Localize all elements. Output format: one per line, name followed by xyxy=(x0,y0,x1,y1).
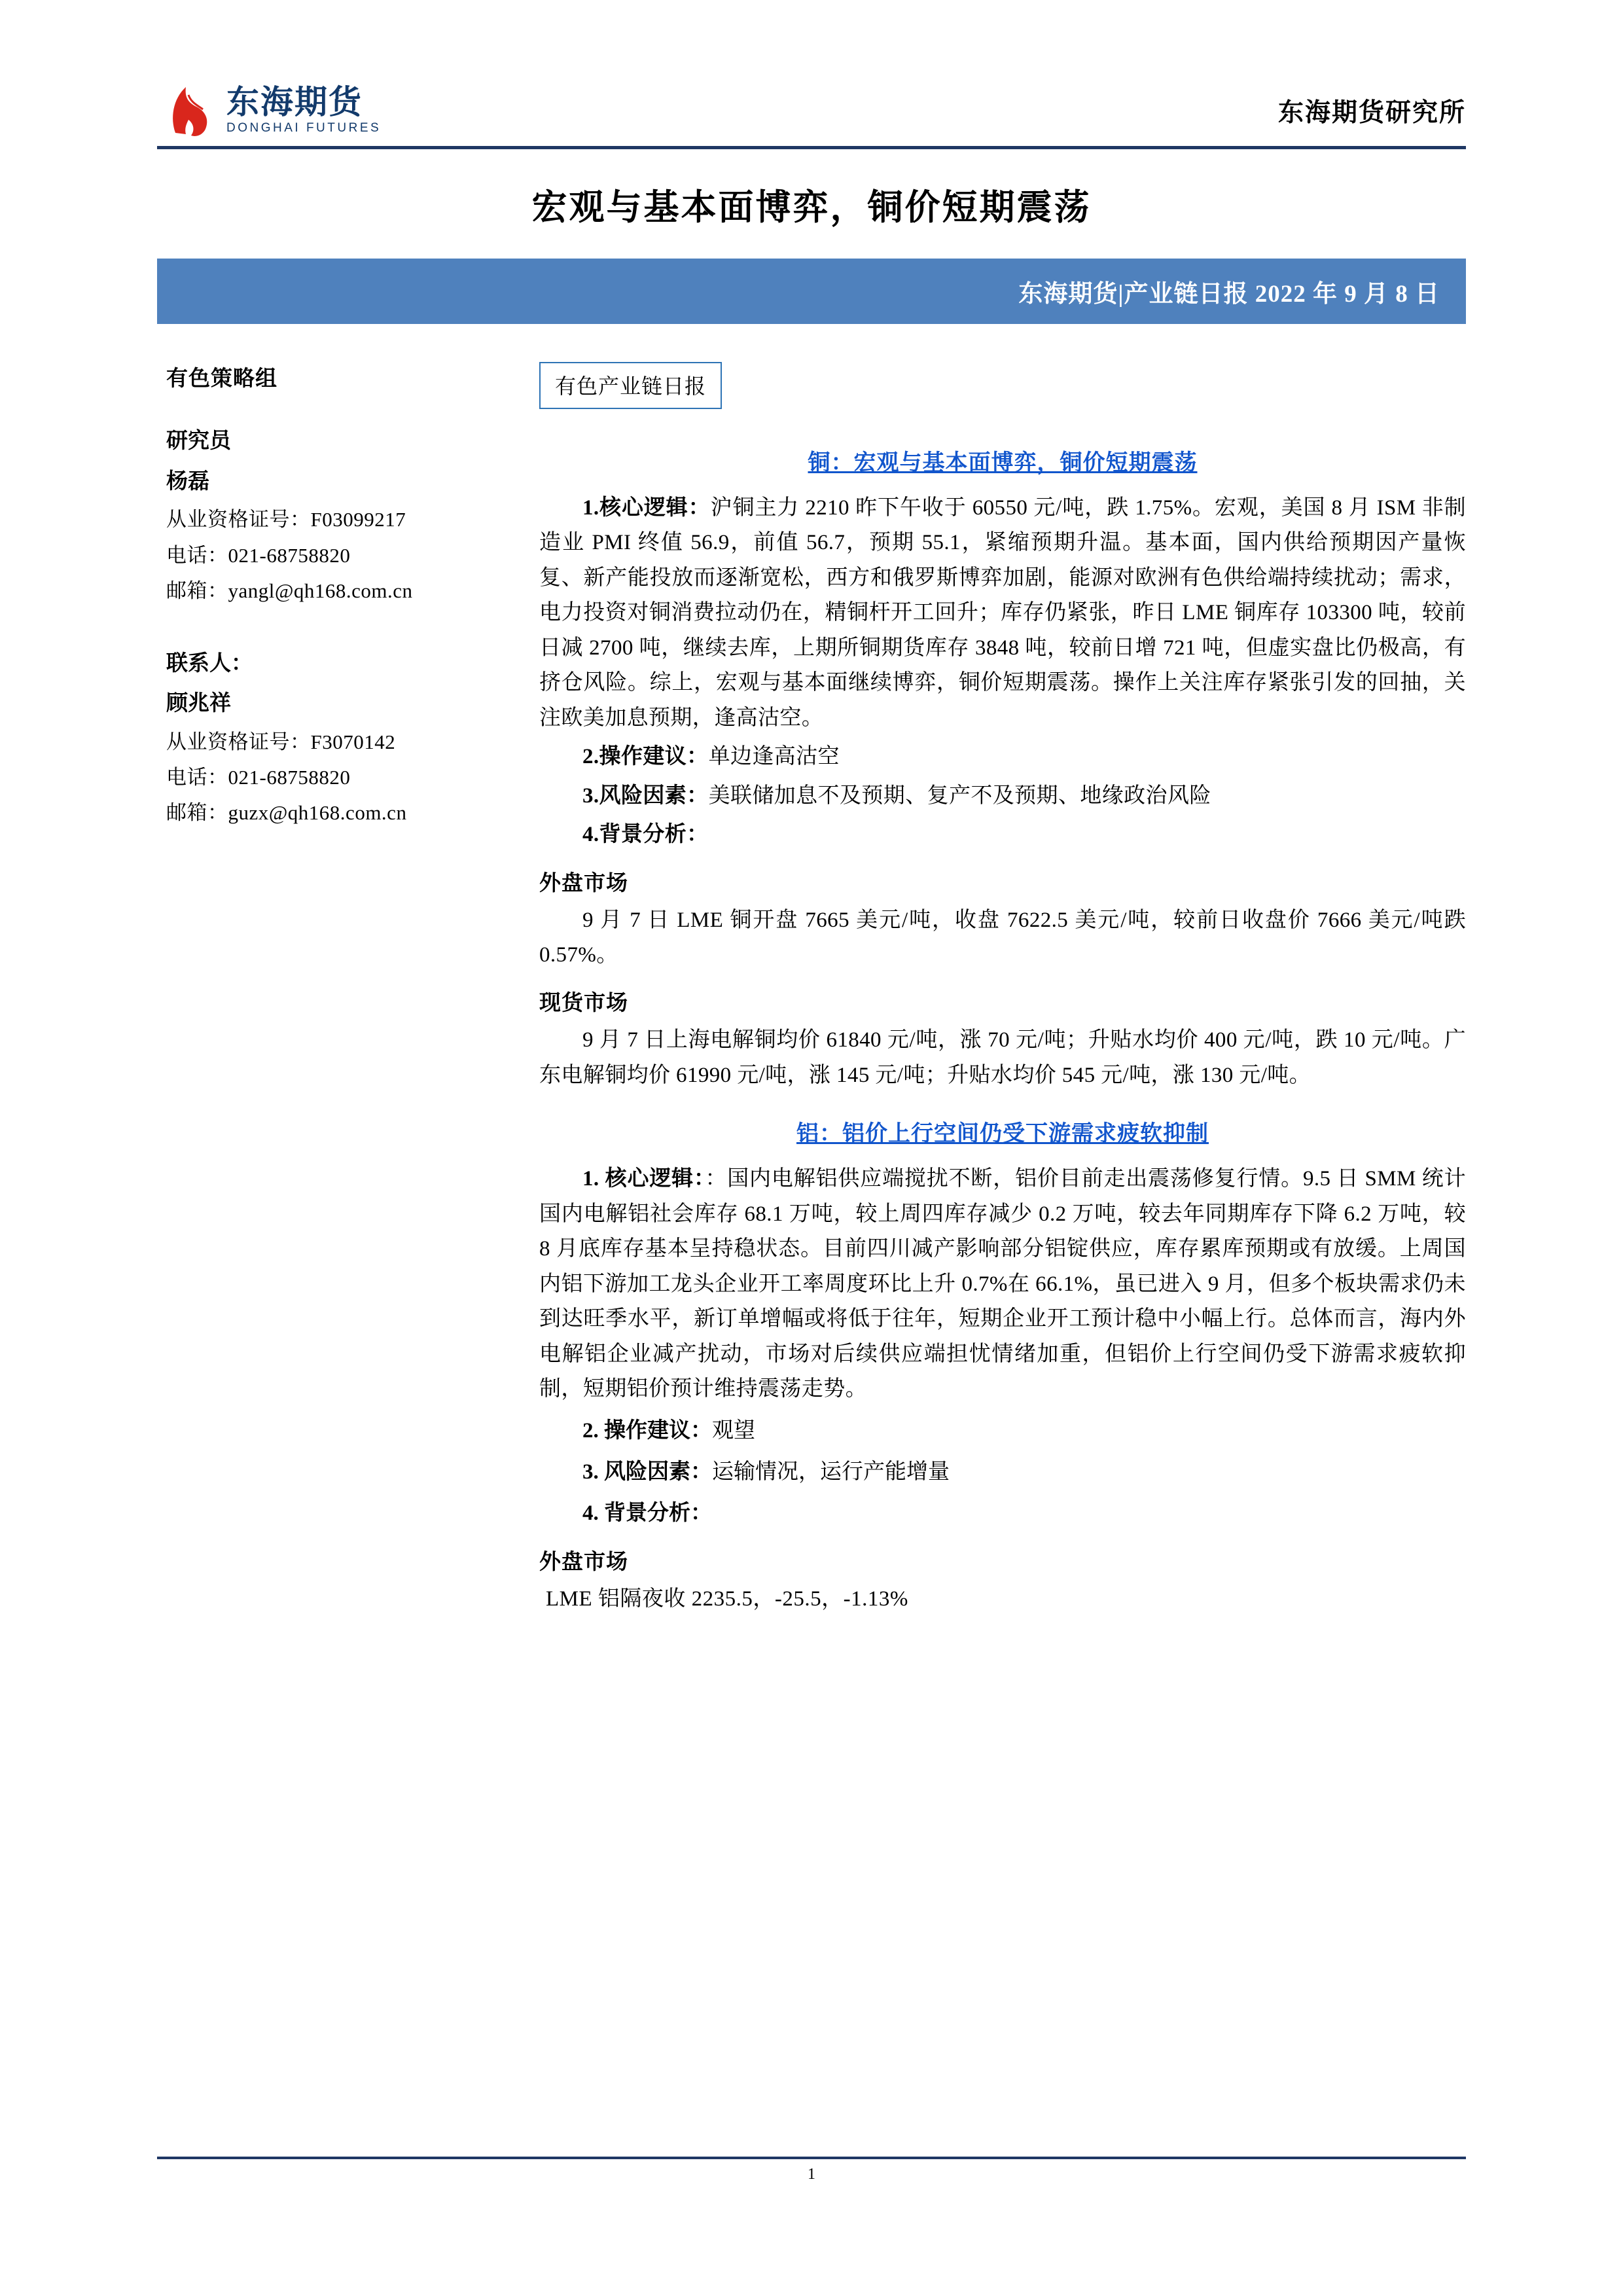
aluminum-overseas-market-text: LME 铝隔夜收 2235.5，-25.5，-1.13% xyxy=(546,1587,908,1611)
copper-risk-factors xyxy=(539,779,1466,814)
aluminum-background xyxy=(539,1496,1466,1531)
aluminum-overseas-market-heading: 外盘市场 xyxy=(539,1550,628,1574)
copper-core-logic xyxy=(539,491,1466,736)
aluminum-risk-factors xyxy=(539,1455,1466,1490)
report-banner-text: 东海期货|产业链日报 2022 年 9 月 8 日 xyxy=(1018,281,1440,308)
copper-risk-text: 美联储加息不及预期、复产不及预期、地缘政治风险 xyxy=(708,783,1211,808)
copper-section-heading[interactable]: 铜：宏观与基本面博弈，铜价短期震荡 xyxy=(808,451,1198,475)
page-footer xyxy=(157,2157,1466,2183)
logo-text xyxy=(226,85,381,135)
copper-core-logic-label: 1.核心逻辑： xyxy=(582,496,711,520)
aluminum-operation-text: 观望 xyxy=(712,1418,755,1443)
aluminum-operation-advice xyxy=(539,1414,1466,1448)
aluminum-risk-label: 风险因素： xyxy=(604,1460,712,1484)
copper-core-logic-text: 沪铜主力 2210 昨下午收于 60550 元/吨，跌 1.75%。宏观，美国 8 月 ISM 非制造业 PMI 终值 56.9，前值 56.7，预期 55.1，紧缩预期升温。基本面，国内供给预期因产量恢复、新产能投放而逐渐宽松，西方和俄罗斯博弈加剧，能源对欧洲有色供给端持续扰动；需求，电力投资对铜消费拉动仍在，精铜杆开工回升；库存仍紧张，昨日 LME 铜库存 103300 吨，较前日减 2700 吨，继续去库，上期所铜期货库存 3848 吨，较前日增 721 吨，但虚实盘比仍极高，有挤仓风险。综上，宏观与基本面继续博弈，铜价短期震荡。操作上关注库存紧张引发的回抽，关注欧美加息预期，逢高沽空。 xyxy=(539,496,1466,730)
page-title: 宏观与基本面博弈，铜价短期震荡 xyxy=(531,188,1092,227)
copper-overseas-market-text: 9 月 7 日 LME 铜开盘 7665 美元/吨，收盘 7622.5 美元/吨，较前日收盘价 7666 美元/吨跌 0.57%。 xyxy=(539,908,1466,967)
aluminum-operation-label: 操作建议： xyxy=(604,1418,712,1443)
logo-name-en: DONGHAI FUTURES xyxy=(226,121,382,135)
copper-operation-advice xyxy=(539,740,1466,774)
copper-risk-label: 3.风险因素： xyxy=(582,783,709,808)
researcher-label: 研究员 xyxy=(166,429,231,454)
company-logo xyxy=(157,82,381,138)
aluminum-risk-number: 3. xyxy=(582,1460,599,1484)
aluminum-background-label: 背景分析： xyxy=(604,1501,712,1526)
contact-email[interactable]: 邮箱：guzx@qh168.com.cn xyxy=(166,801,407,825)
aluminum-core-logic-number: 1. xyxy=(582,1167,599,1191)
report-banner xyxy=(157,259,1466,324)
aluminum-core-logic xyxy=(539,1162,1466,1407)
copper-spot-market-text: 9 月 7 日上海电解铜均价 61840 元/吨，涨 70 元/吨；升贴水均价 400 元/吨，跌 10 元/吨。广东电解铜均价 61990 元/吨，涨 145 元/吨；升贴水均价 545 元/吨，涨 130 元/吨。 xyxy=(539,1028,1466,1087)
donghai-logo-icon xyxy=(169,82,217,138)
copper-overseas-market-heading: 外盘市场 xyxy=(539,871,628,895)
aluminum-background-number: 4. xyxy=(582,1501,599,1526)
copper-background-label: 4.背景分析： xyxy=(582,823,709,847)
page-header xyxy=(157,0,1466,149)
contact-phone: 电话：021-68758820 xyxy=(166,766,351,789)
aluminum-operation-number: 2. xyxy=(582,1418,599,1443)
researcher-certificate: 从业资格证号：F03099217 xyxy=(166,508,406,531)
page-content xyxy=(157,362,1466,1617)
strategy-group-title: 有色策略组 xyxy=(166,367,277,391)
researcher-name: 杨磊 xyxy=(166,469,209,493)
copper-operation-label: 2.操作建议： xyxy=(582,745,709,769)
aluminum-core-logic-text: ：国内电解铝供应端搅扰不断，铝价目前走出震荡修复行情。9.5 日 SMM 统计国内电解铝社会库存 68.1 万吨，较上周四库存减少 0.2 万吨，较去年同期库存下降 6.2 万吨，较 8 月底库存基本呈持稳状态。目前四川减产影响部分铝锭供应，库存累库预期或有放缓。上周国内铝下游加工龙头企业开工率周度环比上升 0.7%在 66.1%，虽已进入 9 月，但多个板块需求仍未到达旺季水平，新订单增幅或将低于往年，短期企业开工预计稳中小幅上行。总体而言，海内外电解铝企业减产扰动，市场对后续供应端担忧情绪加重，但铝价上行空间仍受下游需求疲软抑制，短期铝价预计维持震荡走势。 xyxy=(539,1167,1467,1401)
page-number: 1 xyxy=(808,2166,815,2183)
aluminum-core-logic-label: 核心逻辑： xyxy=(605,1167,705,1191)
researcher-phone: 电话：021-68758820 xyxy=(166,543,351,567)
contact-label: 联系人： xyxy=(166,652,253,676)
header-institute-name: 东海期货研究所 xyxy=(1277,99,1466,127)
sidebar-spacer xyxy=(166,610,524,640)
contact-name: 顾兆祥 xyxy=(166,692,231,716)
researcher-email[interactable]: 邮箱：yangl@qh168.com.cn xyxy=(166,579,413,602)
contact-certificate: 从业资格证号：F3070142 xyxy=(166,730,396,753)
article-body xyxy=(524,362,1466,1617)
category-tag: 有色产业链日报 xyxy=(539,362,722,409)
copper-operation-text: 单边逢高沽空 xyxy=(708,745,840,769)
aluminum-risk-text: 运输情况，运行产能增量 xyxy=(712,1460,950,1484)
aluminum-section-heading[interactable]: 铝：铝价上行空间仍受下游需求疲软抑制 xyxy=(796,1122,1209,1147)
logo-name-cn: 东海期货 xyxy=(226,83,363,120)
contact-sidebar xyxy=(157,362,524,1617)
copper-spot-market-heading: 现货市场 xyxy=(539,992,628,1016)
